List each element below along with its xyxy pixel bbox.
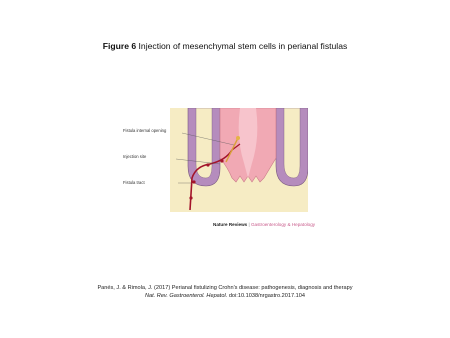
figure-caption: Injection of mesenchymal stem cells in perianal fistulas [136, 41, 348, 51]
citation-authors-line: Panés, J. & Rimola, J. (2017) Perianal fistulizing Crohn's disease: pathogenesis, diagnosis and therapy [97, 285, 353, 291]
callout-injection-site: Injection site [123, 154, 147, 159]
figure-title [0, 41, 450, 52]
citation [0, 285, 450, 300]
journal-credit [213, 222, 315, 228]
citation-journal-line [0, 293, 450, 301]
anal-canal-diagram [148, 108, 308, 238]
stem-cell-dot [220, 159, 223, 162]
stem-cell-dot [192, 180, 195, 183]
callout-internal-opening: Fistula internal opening [123, 128, 167, 133]
journal-name: Nature Reviews [213, 222, 248, 227]
anatomy-illustration [123, 108, 308, 238]
left-inner-layer [196, 108, 212, 178]
stem-cell-dot [206, 163, 209, 166]
stem-cell-dot [189, 196, 192, 199]
callout-fistula-tract: Fistula tract [123, 180, 145, 185]
syringe-tip [236, 136, 240, 140]
journal-subject: Gastroenterology & Hepatology [250, 222, 316, 227]
citation-journal: Nat. Rev. Gastroenterol. Hepatol. [144, 292, 228, 299]
credit-separator: | [247, 222, 251, 227]
citation-doi: doi:10.1038/nrgastro.2017.104 [227, 292, 306, 299]
figure-label: Figure 6 [102, 41, 137, 51]
right-inner-layer [284, 108, 300, 178]
